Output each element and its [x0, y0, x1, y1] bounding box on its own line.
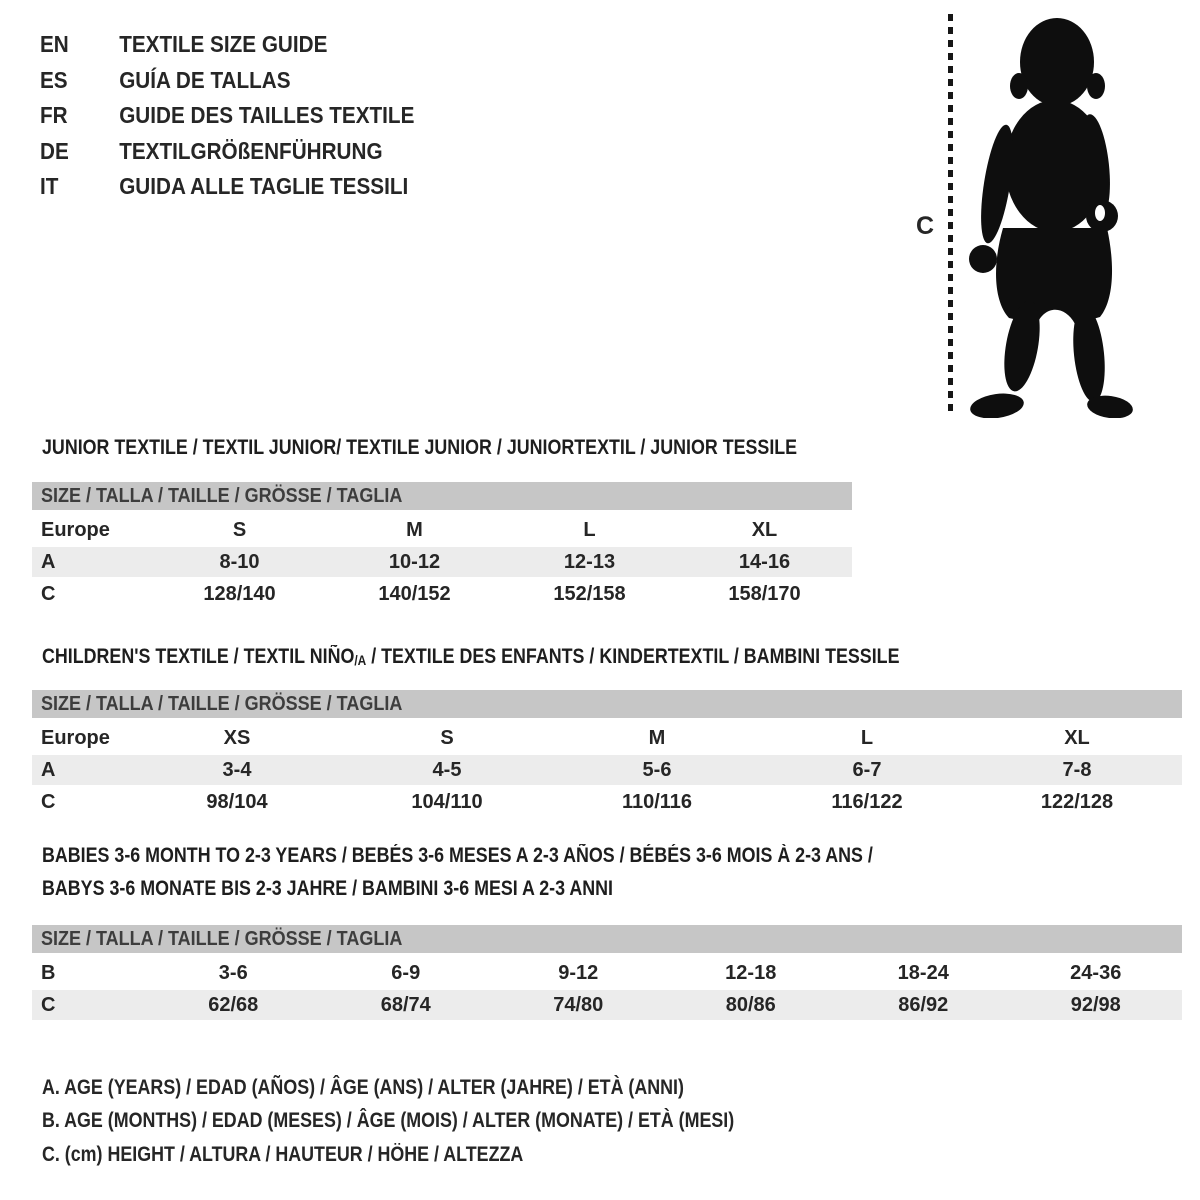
- language-row-es: [40, 63, 414, 99]
- title-subscript: /A: [354, 652, 367, 668]
- babies-section-title-line2: BABYS 3-6 MONATE BIS 2-3 JAHRE / BAMBINI 3-6 MESI A 2-3 ANNI: [42, 877, 613, 900]
- table-cell: XS: [223, 726, 251, 749]
- babies-size-table: [32, 925, 1182, 1022]
- size-header-text: SIZE / TALLA / TAILLE / GRÖSSE / TAGLIA: [41, 692, 403, 715]
- table-cell: 12-18: [725, 961, 777, 984]
- table-cell: 152/158: [553, 582, 626, 605]
- table-cell: S: [440, 726, 454, 749]
- table-cell: 98/104: [206, 790, 268, 813]
- babies-section-title: [42, 844, 1020, 910]
- guide-title-es: GUÍA DE TALLAS: [119, 66, 291, 93]
- table-cell: 6-7: [852, 758, 882, 781]
- table-cell: 110/116: [621, 790, 693, 813]
- language-code: IT: [40, 173, 59, 200]
- table-cell: S: [232, 518, 247, 541]
- table-cell: 12-13: [563, 550, 616, 573]
- toddler-silhouette-image: [967, 16, 1137, 418]
- junior-section-title: [42, 436, 930, 460]
- table-cell: 10-12: [388, 550, 441, 573]
- row-label: C: [41, 790, 56, 813]
- table-cell: 104/110: [411, 790, 483, 813]
- size-header-bar: [32, 482, 852, 510]
- table-row: [32, 958, 1182, 988]
- height-measure-dashed-line: [948, 14, 953, 416]
- row-label: C: [41, 582, 56, 605]
- height-measure-label: C: [916, 212, 935, 240]
- table-cell: 140/152: [378, 582, 451, 605]
- table-row: [32, 723, 1182, 753]
- table-cell: M: [406, 518, 423, 541]
- table-cell: XL: [751, 518, 778, 541]
- language-row-fr: [40, 98, 414, 134]
- table-cell: 4-5: [432, 758, 462, 781]
- table-cell: 68/74: [380, 993, 431, 1016]
- guide-title-fr: GUIDE DES TAILLES TEXTILE: [119, 102, 415, 129]
- table-cell: 6-9: [391, 961, 421, 984]
- table-row: [32, 990, 1182, 1020]
- language-row-it: [40, 169, 414, 205]
- table-cell: XL: [1064, 726, 1090, 749]
- table-row: [32, 547, 852, 577]
- footnote-a: A. AGE (YEARS) / EDAD (AÑOS) / ÂGE (ANS) / ALTER (JAHRE) / ETÀ (ANNI): [42, 1075, 684, 1099]
- footnote-b: B. AGE (MONTHS) / EDAD (MESES) / ÂGE (MOIS) / ALTER (MONATE) / ETÀ (MESI): [42, 1109, 735, 1133]
- table-cell: L: [583, 518, 596, 541]
- row-label: Europe: [41, 518, 110, 541]
- junior-size-table: [32, 482, 852, 611]
- table-cell: 3-4: [222, 758, 252, 781]
- size-header-bar: [32, 925, 1182, 953]
- row-label: A: [41, 758, 56, 781]
- table-row: [32, 579, 852, 609]
- language-code: ES: [40, 66, 68, 93]
- table-row: [32, 515, 852, 545]
- table-cell: M: [648, 726, 666, 749]
- table-row: [32, 787, 1182, 817]
- table-cell: 18-24: [897, 961, 949, 984]
- row-label: A: [41, 550, 56, 573]
- children-section-title-text: CHILDREN'S TEXTILE / TEXTIL NIÑO/A / TEXTILE DES ENFANTS / KINDERTEXTIL / BAMBINI TESSILE: [42, 645, 900, 668]
- table-cell: 62/68: [208, 993, 259, 1016]
- guide-title-de: TEXTILGRÖßENFÜHRUNG: [119, 137, 383, 164]
- row-label: Europe: [41, 726, 110, 749]
- size-header-text: SIZE / TALLA / TAILLE / GRÖSSE / TAGLIA: [41, 484, 403, 507]
- table-cell: 8-10: [219, 550, 260, 573]
- junior-section-title-text: JUNIOR TEXTILE / TEXTIL JUNIOR/ TEXTILE JUNIOR / JUNIORTEXTIL / JUNIOR TESSILE: [42, 436, 798, 459]
- table-cell: 7-8: [1062, 758, 1092, 781]
- table-cell: 74/80: [553, 993, 604, 1016]
- guide-title-it: GUIDA ALLE TAGLIE TESSILI: [119, 173, 409, 200]
- table-cell: 3-6: [218, 961, 248, 984]
- table-cell: 128/140: [203, 582, 276, 605]
- language-title-list: [40, 27, 456, 205]
- table-cell: 80/86: [725, 993, 776, 1016]
- table-cell: 9-12: [558, 961, 599, 984]
- table-cell: 5-6: [642, 758, 672, 781]
- guide-title-en: TEXTILE SIZE GUIDE: [119, 31, 328, 58]
- row-label: C: [41, 993, 56, 1016]
- footnote-list: [42, 1071, 856, 1172]
- table-cell: 122/128: [1040, 790, 1114, 813]
- footnote-c: C. (cm) HEIGHT / ALTURA / HAUTEUR / HÖHE / ALTEZZA: [42, 1142, 524, 1166]
- table-cell: 92/98: [1070, 993, 1121, 1016]
- table-cell: 14-16: [738, 550, 791, 573]
- table-cell: 24-36: [1070, 961, 1122, 984]
- language-row-en: [40, 27, 414, 63]
- language-code: FR: [40, 102, 68, 129]
- language-code: DE: [40, 137, 69, 164]
- babies-section-title-line1: BABIES 3-6 MONTH TO 2-3 YEARS / BEBÉS 3-6 MESES A 2-3 AÑOS / BÉBÉS 3-6 MOIS À 2-3 ANS /: [42, 844, 873, 867]
- table-cell: L: [860, 726, 874, 749]
- language-row-de: [40, 134, 414, 170]
- size-header-bar: [32, 690, 1182, 718]
- table-cell: 158/170: [728, 582, 801, 605]
- table-cell: 86/92: [898, 993, 949, 1016]
- size-header-text: SIZE / TALLA / TAILLE / GRÖSSE / TAGLIA: [41, 927, 403, 950]
- row-label: B: [41, 961, 56, 984]
- table-cell: 116/122: [831, 790, 903, 813]
- table-row: [32, 755, 1182, 785]
- children-size-table: [32, 690, 1182, 819]
- children-section-title: [42, 645, 1051, 669]
- language-code: EN: [40, 31, 69, 58]
